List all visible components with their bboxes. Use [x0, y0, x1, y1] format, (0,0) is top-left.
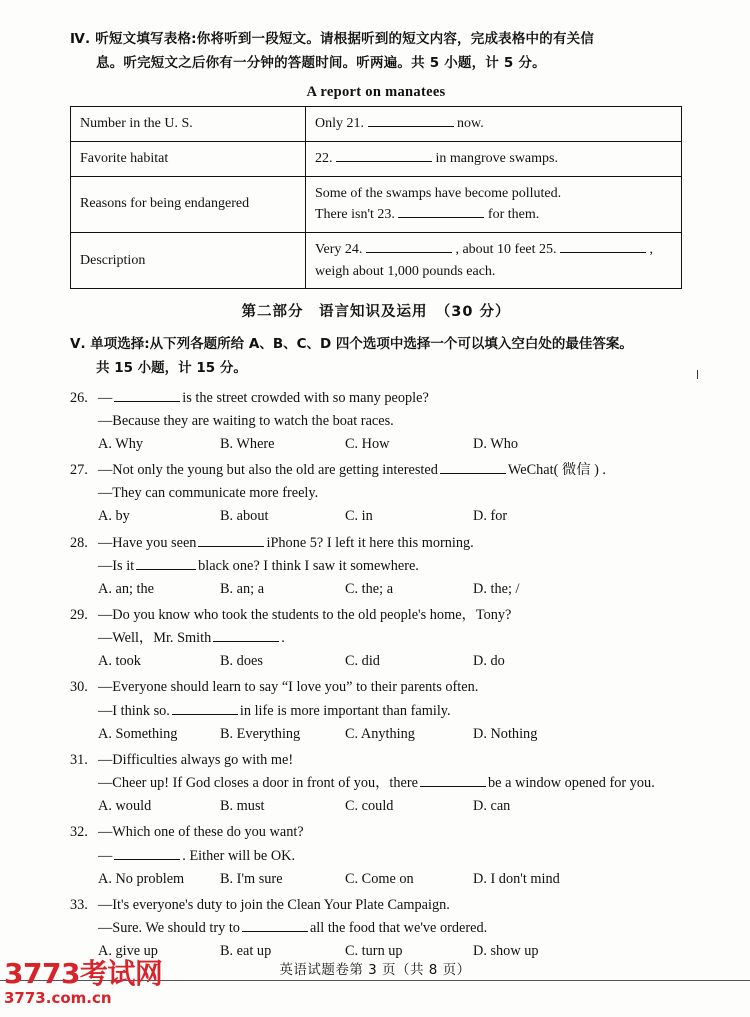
- question-31: [70, 749, 686, 818]
- sub-post: .: [281, 630, 285, 647]
- option-d[interactable]: D. I don't mind: [473, 870, 560, 887]
- option-c[interactable]: C. could: [345, 798, 394, 815]
- watermark: [4, 957, 163, 1007]
- question-sub: [98, 700, 686, 723]
- table-cell-content: [306, 141, 682, 176]
- watermark-main: 3773考试网: [4, 957, 163, 990]
- stem-post: is the street crowded with so many people?: [182, 389, 429, 406]
- stem-pre: —Have you seen: [98, 534, 197, 551]
- section-five: [70, 332, 686, 966]
- answer-blank[interactable]: [420, 774, 486, 788]
- answer-blank[interactable]: [440, 460, 506, 474]
- row0-post: now.: [457, 116, 484, 132]
- row3-line1: [315, 239, 672, 261]
- stem: —Difficulties always go with me!: [98, 751, 294, 768]
- question-30: [70, 676, 686, 745]
- question-sub: [98, 845, 686, 868]
- row1-post: in mangrove swamps.: [435, 150, 558, 166]
- question-sub: [98, 627, 686, 650]
- question-number: 28.: [70, 534, 88, 551]
- question-number: 27.: [70, 462, 88, 479]
- option-b[interactable]: B. does: [220, 653, 263, 670]
- answer-blank-24[interactable]: [366, 239, 452, 253]
- option-b[interactable]: B. Where: [220, 435, 275, 452]
- option-b[interactable]: B. I'm sure: [220, 870, 283, 887]
- question-stem: [70, 532, 686, 555]
- table-row: [71, 141, 682, 176]
- row3-line2: weigh about 1,000 pounds each.: [315, 263, 496, 279]
- question-29: [70, 604, 686, 673]
- option-b[interactable]: B. eat up: [220, 943, 272, 960]
- question-33: [70, 894, 686, 963]
- row2-line2: [315, 204, 672, 226]
- question-stem: [70, 821, 686, 844]
- option-c[interactable]: C. turn up: [345, 943, 403, 960]
- table-row: [71, 107, 682, 142]
- option-a[interactable]: A. give up: [98, 943, 158, 960]
- stem: —It's everyone's duty to join the Clean Your Plate Campaign.: [98, 896, 450, 913]
- option-d[interactable]: D. can: [473, 798, 511, 815]
- row3-pre: Very 24.: [315, 242, 363, 257]
- stem-pre: —: [98, 389, 113, 406]
- question-sub: —Because they are waiting to watch the boat races.: [98, 412, 394, 429]
- options: [98, 795, 686, 818]
- question-number: 26.: [70, 389, 88, 406]
- option-a[interactable]: A. by: [98, 508, 130, 525]
- answer-blank[interactable]: [114, 388, 180, 402]
- stem: —Which one of these do you want?: [98, 824, 304, 841]
- sub-post: . Either will be OK.: [182, 847, 296, 864]
- sub-pre: —Well，Mr. Smith: [98, 630, 212, 647]
- row3-mid: , about 10 feet 25.: [455, 242, 557, 257]
- table-cell-label: Description: [71, 233, 306, 289]
- sub-pre: —Is it: [98, 557, 135, 574]
- table-cell-content: [306, 176, 682, 232]
- answer-blank-23[interactable]: [398, 205, 484, 219]
- question-stem: [70, 894, 686, 917]
- answer-blank-25[interactable]: [560, 239, 646, 253]
- option-d[interactable]: D. Who: [473, 435, 519, 452]
- row0-pre: Only 21.: [315, 116, 364, 132]
- table-cell-content: [306, 233, 682, 289]
- sub-post: black one? I think I saw it somewhere.: [198, 557, 419, 574]
- option-b[interactable]: B. an; a: [220, 580, 265, 597]
- option-a[interactable]: A. would: [98, 798, 152, 815]
- question-sub: —They can communicate more freely.: [98, 485, 319, 502]
- question-28: [70, 532, 686, 601]
- answer-blank[interactable]: [172, 701, 238, 715]
- stem-post: WeChat( 微信 ) .: [507, 462, 606, 479]
- option-d[interactable]: D. for: [473, 508, 508, 525]
- section-four-instruction-line1: Ⅳ. 听短文填写表格:你将听到一段短文。请根据听到的短文内容，完成表格中的有关信: [70, 31, 595, 47]
- question-sub: [98, 555, 686, 578]
- section-five-instruction-line2: 共 15 小题，计 15 分。: [96, 360, 247, 377]
- stem-post: iPhone 5? I left it here this morning.: [266, 534, 474, 551]
- sub-post: all the food that we've ordered.: [309, 920, 488, 937]
- row1-pre: 22.: [315, 150, 333, 166]
- options: [98, 723, 686, 746]
- margin-tick-mark: [697, 370, 698, 379]
- option-c[interactable]: C. Come on: [345, 870, 414, 887]
- sub-pre: —Cheer up! If God closes a door in front of you，there: [98, 775, 419, 792]
- question-list: [70, 387, 686, 964]
- option-c[interactable]: C. did: [345, 653, 380, 670]
- sub-pre: —Sure. We should try to: [98, 920, 240, 937]
- question-stem: [70, 676, 686, 699]
- table-cell-label: Number in the U. S.: [71, 107, 306, 142]
- row2-post2: for them.: [487, 207, 540, 223]
- question-32: [70, 821, 686, 890]
- question-27: [70, 459, 686, 528]
- part-two-heading: 第二部分 语言知识及运用 （30 分）: [241, 304, 511, 320]
- section-four: [70, 28, 682, 289]
- answer-blank-22[interactable]: [336, 148, 432, 162]
- row2-line1: Some of the swamps have become polluted.: [315, 185, 562, 201]
- option-d[interactable]: D. show up: [473, 943, 539, 960]
- question-26: [70, 387, 686, 456]
- sub-post: be a window opened for you.: [488, 775, 655, 792]
- option-c[interactable]: C. Anything: [345, 725, 415, 742]
- answer-blank[interactable]: [242, 918, 308, 932]
- answer-blank[interactable]: [198, 533, 264, 547]
- question-number: 31.: [70, 751, 88, 768]
- answer-blank[interactable]: [213, 629, 279, 643]
- report-table: [70, 106, 682, 289]
- question-number: 32.: [70, 824, 88, 841]
- stem-pre: —Not only the young but also the old are getting interested: [98, 462, 438, 479]
- section-four-instruction-line2: 息。听完短文之后你有一分钟的答题时间。听两遍。共 5 小题，计 5 分。: [96, 54, 546, 71]
- row3-post: ,: [649, 242, 654, 257]
- answer-blank-21[interactable]: [368, 114, 454, 128]
- question-stem: [70, 749, 686, 772]
- question-stem: [70, 387, 686, 410]
- table-cell-label: Reasons for being endangered: [71, 176, 306, 232]
- option-b[interactable]: B. Everything: [220, 725, 301, 742]
- option-d[interactable]: D. the; /: [473, 580, 520, 597]
- option-b[interactable]: B. about: [220, 508, 269, 525]
- watermark-sub: 3773.com.cn: [4, 989, 112, 1007]
- question-stem: [70, 604, 686, 627]
- stem: —Everyone should learn to say “I love you” to their parents often.: [98, 679, 479, 696]
- page-footer: 英语试题卷第 3 页（共 8 页）: [279, 962, 471, 978]
- option-c[interactable]: C. the; a: [345, 580, 394, 597]
- option-b[interactable]: B. must: [220, 798, 265, 815]
- option-a[interactable]: A. Why: [98, 435, 144, 452]
- option-c[interactable]: C. How: [345, 435, 390, 452]
- question-number: 30.: [70, 679, 88, 696]
- sub-pre: —I think so.: [98, 702, 170, 719]
- option-a[interactable]: A. took: [98, 653, 141, 670]
- option-a[interactable]: A. No problem: [98, 870, 185, 887]
- section-five-instruction-line1: Ⅴ. 单项选择:从下列各题所给 A、B、C、D 四个选项中选择一个可以填入空白处的最佳答案。: [70, 336, 633, 352]
- table-cell-content: [306, 107, 682, 142]
- question-sub: [98, 772, 686, 795]
- option-a[interactable]: A. an; the: [98, 580, 154, 597]
- answer-blank[interactable]: [136, 556, 196, 570]
- question-stem: [70, 459, 686, 482]
- option-a[interactable]: A. Something: [98, 725, 178, 742]
- row2-pre2: There isn't 23.: [315, 207, 395, 223]
- stem: —Do you know who took the students to the old people's home，Tony?: [98, 607, 512, 623]
- sub-post: in life is more important than family.: [239, 702, 451, 719]
- option-d[interactable]: D. do: [473, 653, 505, 670]
- question-sub: [98, 917, 686, 940]
- table-row: [71, 176, 682, 232]
- option-c[interactable]: C. in: [345, 508, 373, 525]
- option-d[interactable]: D. Nothing: [473, 725, 538, 742]
- question-number: 33.: [70, 896, 88, 913]
- options: [98, 650, 686, 673]
- options: [98, 578, 686, 601]
- table-row: [71, 233, 682, 289]
- options: [98, 505, 686, 528]
- report-table-title: A report on manatees: [306, 84, 446, 101]
- answer-blank[interactable]: [114, 846, 180, 860]
- options: [98, 868, 686, 891]
- table-cell-label: Favorite habitat: [71, 141, 306, 176]
- question-number: 29.: [70, 607, 88, 623]
- sub-pre: —: [98, 847, 113, 864]
- options: [98, 433, 686, 456]
